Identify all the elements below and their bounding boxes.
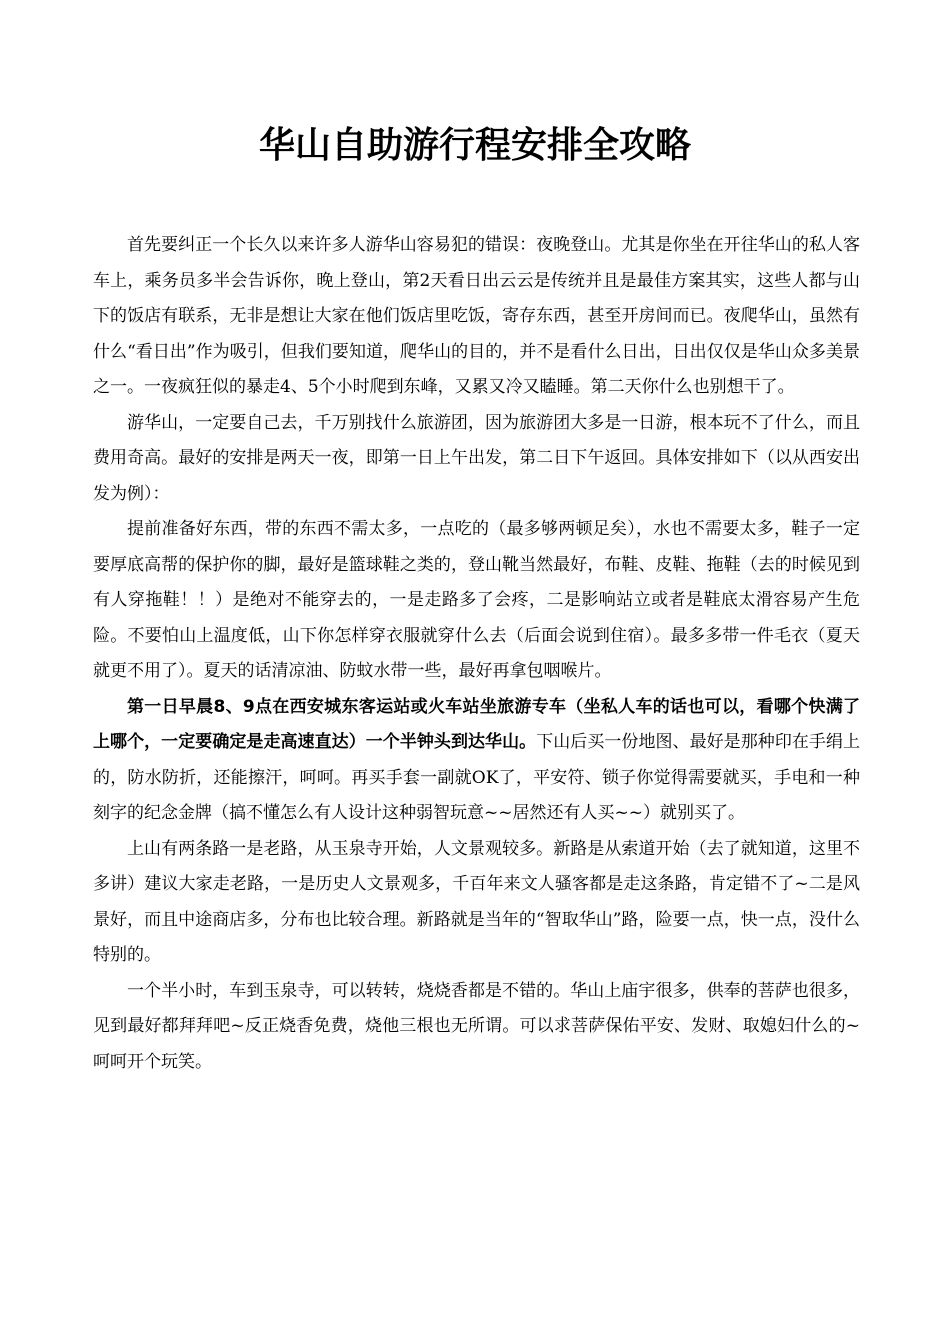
paragraph-go-independently — [93, 406, 860, 513]
paragraph-preparation — [93, 512, 860, 690]
paragraph-text: 上山有两条路一是老路，从玉泉寺开始，人文景观较多。新路是从索道开始（去了就知道，这里不多讲）建议大家走老路，一是历史人文景观多，千百年来文人骚客都是走这条路，肯定错不了~二是风景好，而且中途商店多，分布也比较合理。新路就是当年的“智取华山”路，险要一点，快一点，没什么特别的。 — [93, 838, 860, 965]
paragraph-text: 游华山，一定要自己去，千万别找什么旅游团，因为旅游团大多是一日游，根本玩不了什么，而且费用奇高。最好的安排是两天一夜，即第一日上午出发，第二日下午返回。具体安排如下（以从西安出发为例）： — [93, 412, 860, 504]
paragraph-day-one — [93, 690, 860, 832]
document-body — [93, 228, 860, 1080]
paragraph-bold-lead: 第一日早晨8、9点在西安城东客运站或火车站坐旅游专车（坐私人车的话也可以，看哪个快满了上哪个，一定要确定是走高速直达）一个半钟头到达华山。 — [93, 696, 860, 752]
paragraph-night-climb-warning — [93, 228, 860, 406]
paragraph-yuquan-temple — [93, 974, 860, 1081]
paragraph-text: 提前准备好东西，带的东西不需太多，一点吃的（最多够两顿足矣），水也不需要太多，鞋子一定要厚底高帮的保护你的脚，最好是篮球鞋之类的，登山靴当然最好，布鞋、皮鞋、拖鞋（去的时候见到有人穿拖鞋！！）是绝对不能穿去的，一是走路多了会疼，二是影响站立或者是鞋底太滑容易产生危险。不要怕山上温度低，山下你怎样穿衣服就穿什么去（后面会说到住宿）。最多多带一件毛衣（夏天就更不用了）。夏天的话清凉油、防蚊水带一些，最好再拿包咽喉片。 — [93, 519, 860, 681]
paragraph-text: 一个半小时，车到玉泉寺，可以转转，烧烧香都是不错的。华山上庙宇很多，供奉的菩萨也很多，见到最好都拜拜吧~反正烧香免费，烧他三根也无所谓。可以求菩萨保佑平安、发财、取媳妇什么的~呵呵开个玩笑。 — [93, 980, 860, 1072]
paragraph-two-routes — [93, 832, 860, 974]
paragraph-text: 首先要纠正一个长久以来许多人游华山容易犯的错误：夜晚登山。尤其是你坐在开往华山的私人客车上，乘务员多半会告诉你，晚上登山，第2天看日出云云是传统并且是最佳方案其实，这些人都与山下的饭店有联系，无非是想让大家在他们饭店里吃饭，寄存东西，甚至开房间而已。夜爬华山，虽然有什么“看日出”作为吸引，但我们要知道，爬华山的目的，并不是看什么日出，日出仅仅是华山众多美景之一。一夜疯狂似的暴走4、5个小时爬到东峰，又累又冷又瞌睡。第二天你什么也别想干了。 — [93, 235, 860, 397]
paragraph-text: 下山后买一份地图、最好是那种印在手绢上的，防水防折，还能擦汗，呵呵。再买手套一副就OK了，平安符、锁子你觉得需要就买，手电和一种刻字的纪念金牌（搞不懂怎么有人设计这种弱智玩意~~居然还有人买~~）就别买了。 — [93, 732, 861, 823]
document-title: 华山自助游行程安排全攻略 — [258, 125, 691, 166]
